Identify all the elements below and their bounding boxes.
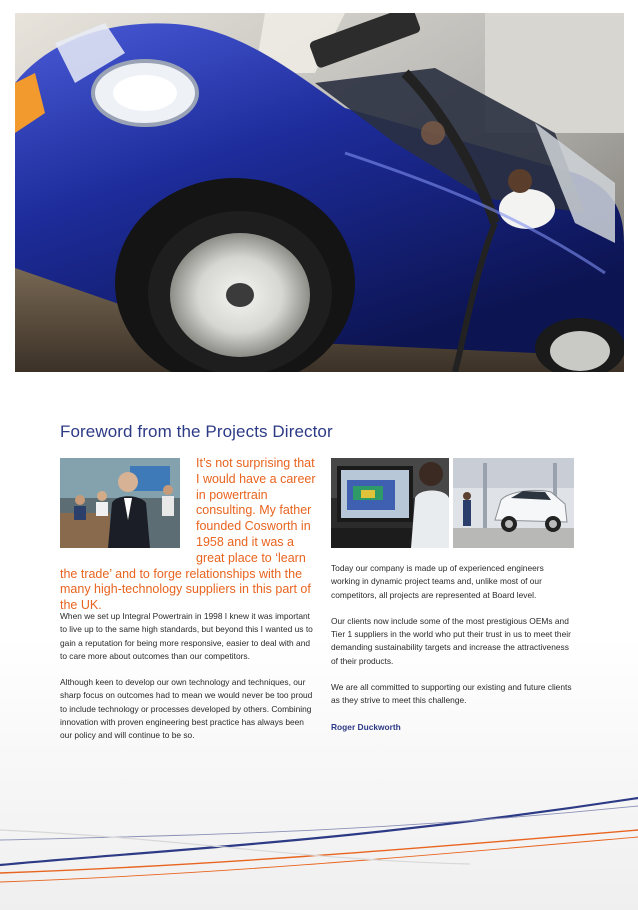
intro-text-content: It’s not surprising that I would have a career in powertrain consulting. My father founded Cosworth in 1958 and it was a great place to ‘learn the trade’ and to forge relationships with the many high-technology suppliers in this part of the UK. [60,456,316,613]
body-paragraph: Our clients now include some of the most prestigious OEMs and Tier 1 suppliers in the world who put their trust in us to meet their demanding sustainability targets and increase the attractiveness of their products. [331,615,571,666]
body-paragraph: We are all committed to supporting our existing and future clients as they strive to meet this challenge. [331,682,572,706]
left-column-text [60,610,316,756]
decorative-swoosh-lines [0,770,638,910]
right-column-text [331,562,574,747]
signature-name: Roger Duckworth [331,721,401,732]
intro-photo-spacer [60,456,196,560]
page-title: Foreword from the Projects Director [60,422,333,441]
hero-photo-car-on-dyno [15,13,624,372]
intro-text [60,456,320,614]
white-car-test-cell-photo [453,458,574,548]
engineer-at-monitor-photo [331,458,449,548]
body-paragraph: Today our company is made up of experienced engineers working in dynamic project teams and, unlike most of our competitors, all projects are represented at Board level. [331,563,544,600]
swoosh-line-orange-thin [0,837,638,882]
body-paragraph: When we set up Integral Powertrain in 1998 I knew it was important to live up to the same high standards, but beyond this I wanted us to gain a reputation for being more responsive, easier to deal with and to care more about outcomes than our competitors. [60,611,313,661]
body-paragraph: Although keen to develop our own technology and techniques, our sharp focus on outcomes had to mean we would never be too proud to include technology or processes developed by others. Combining innovation with proven engineering best practice has always been our policy and will continue to be so. [60,677,313,741]
